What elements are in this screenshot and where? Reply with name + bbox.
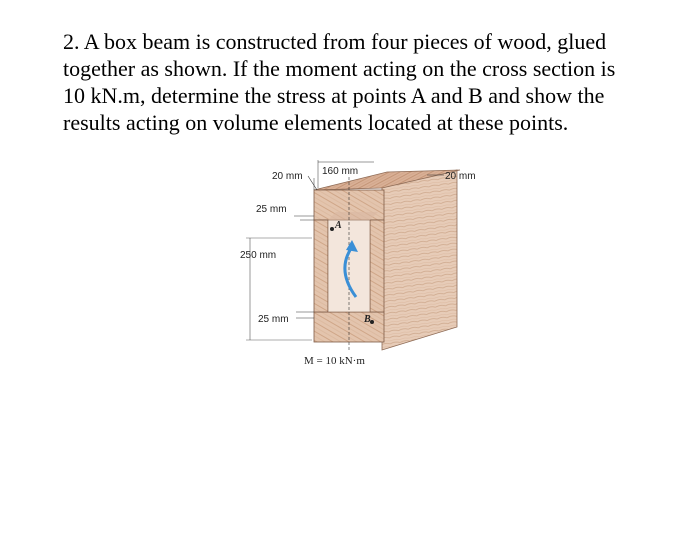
problem-line-4: results acting on volume elements located at these points. bbox=[63, 110, 569, 135]
dim-20mm-right: 20 mm bbox=[445, 171, 476, 182]
moment-label: M = 10 kN·m bbox=[304, 355, 365, 367]
dim-20mm-left: 20 mm bbox=[272, 171, 303, 182]
problem-line-1: 2. A box beam is constructed from four pieces of wood, glued bbox=[63, 29, 607, 54]
box-beam-figure bbox=[232, 152, 522, 374]
dim-160mm: 160 mm bbox=[322, 166, 359, 177]
point-b-label: B bbox=[364, 314, 371, 325]
problem-line-2: together as shown. If the moment acting on the cross section is bbox=[63, 56, 616, 81]
point-a-label: A bbox=[335, 220, 342, 231]
problem-statement bbox=[63, 28, 663, 136]
dim-25mm-bottom: 25 mm bbox=[258, 314, 289, 325]
right-web bbox=[370, 220, 384, 312]
box-beam-drawing bbox=[232, 152, 522, 374]
dim-250mm: 250 mm bbox=[240, 250, 277, 261]
problem-line-3: 10 kN.m, determine the stress at points A and B and show the bbox=[63, 83, 605, 108]
beam-side-face bbox=[382, 170, 457, 350]
dim-25mm-top: 25 mm bbox=[256, 204, 287, 215]
point-a-dot bbox=[330, 227, 334, 231]
left-web bbox=[314, 220, 328, 312]
